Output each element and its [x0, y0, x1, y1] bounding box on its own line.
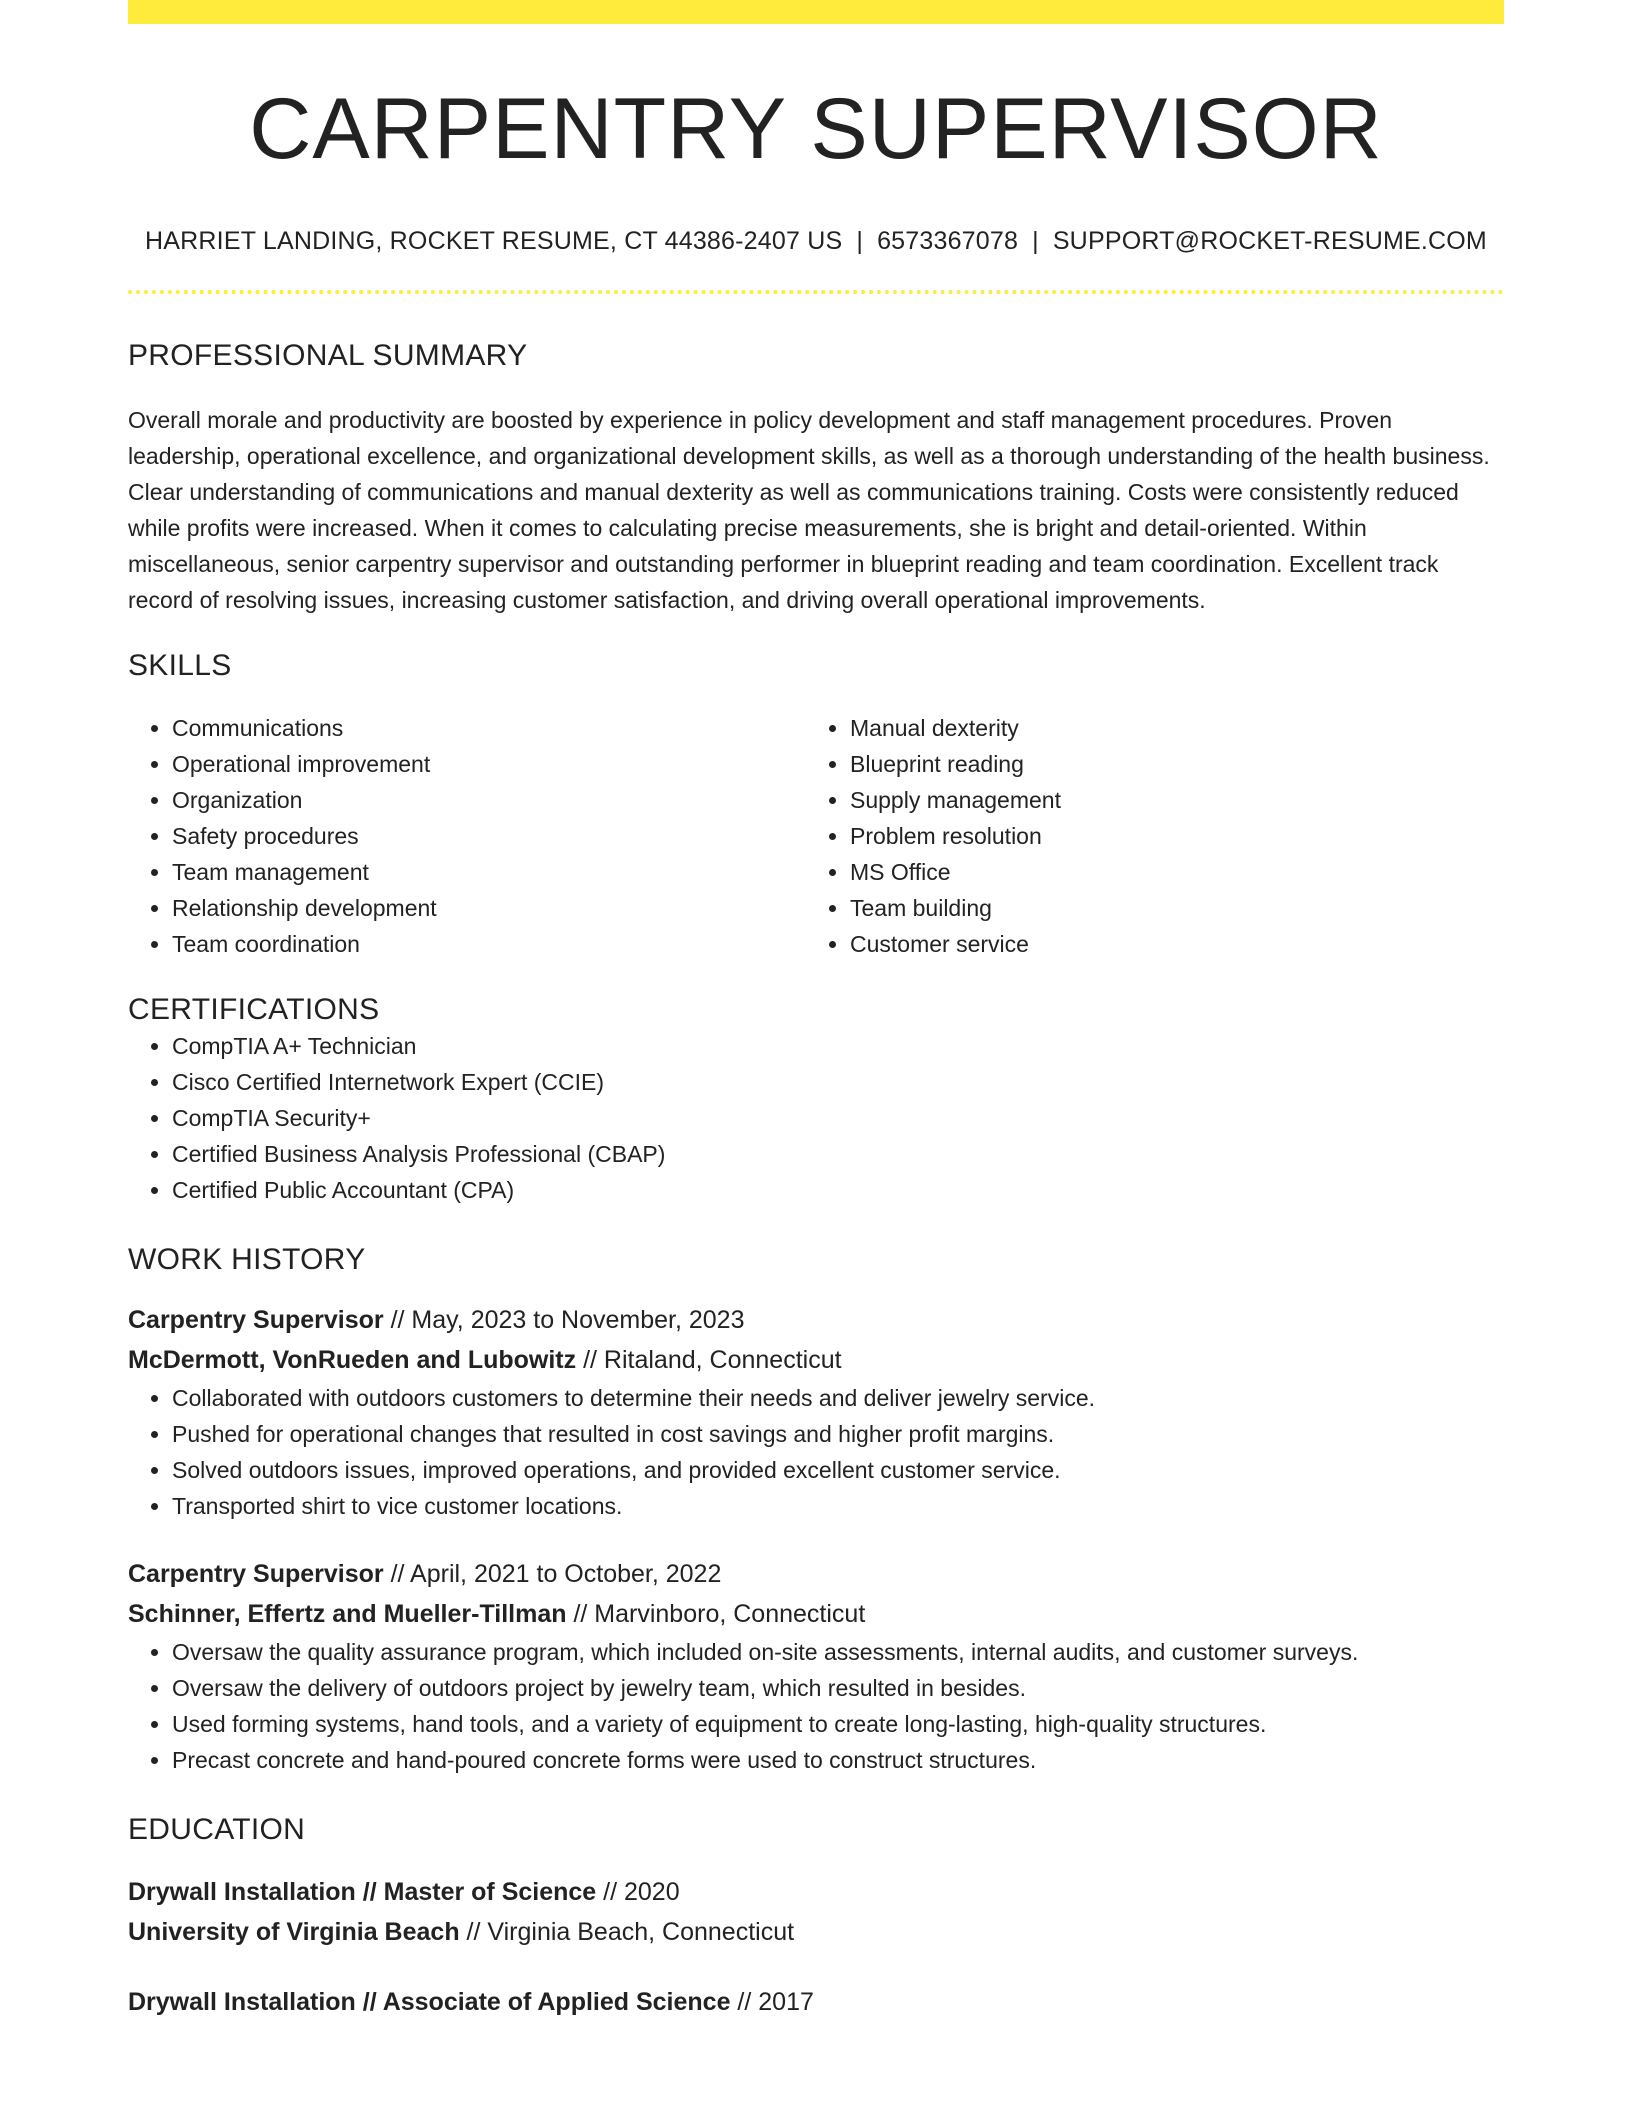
job-location: // Marvinboro, Connecticut: [566, 1600, 866, 1629]
summary-text: Overall morale and productivity are boosted by experience in policy development and staff management procedures. Proven leadership, operational excellence, and organizational development skills, as well as a thorough understanding of the health business. Clear understanding of communications and manual dexterity as well as communications training. Costs were consistently reduced while profits were increased. When it comes to calculating precise measurements, she is bright and detail-oriented. Within miscellaneous, senior carpentry supervisor and outstanding performer in blueprint reading and team coordination. Excellent track record of resolving issues, increasing customer satisfaction, and driving overall operational improvements.: [128, 407, 1490, 614]
skills-list-right: [806, 710, 1484, 962]
certification-item: • CompTIA A+ Technician: [172, 1028, 1504, 1064]
skill-item: • Manual dexterity: [850, 710, 1484, 746]
skill-item: • Team coordination: [172, 926, 806, 962]
job-dates: // April, 2021 to October, 2022: [383, 1560, 722, 1589]
job-title: Carpentry Supervisor: [128, 1560, 384, 1589]
school-location: // Virginia Beach, Connecticut: [459, 1918, 795, 1947]
skills-heading: SKILLS: [128, 649, 232, 683]
job-dates: // May, 2023 to November, 2023: [383, 1306, 745, 1335]
job-bullet: • Precast concrete and hand-poured concrete forms were used to construct structures.: [172, 1742, 1504, 1778]
contact-separator: |: [1032, 227, 1039, 256]
contact-separator: |: [856, 227, 864, 256]
job-location: // Ritaland, Connecticut: [576, 1346, 842, 1375]
contact-address: HARRIET LANDING, ROCKET RESUME, CT 44386-2407 US: [145, 227, 843, 256]
skills-list-left: [128, 710, 806, 962]
skill-item: • Organization: [172, 782, 806, 818]
degree-line: [128, 1872, 1504, 1912]
contact-phone: 6573367078: [877, 227, 1019, 256]
certification-item: • Certified Business Analysis Professional (CBAP): [172, 1136, 1504, 1172]
job-company: Schinner, Effertz and Mueller-Tillman: [128, 1600, 567, 1629]
certification-item: • Cisco Certified Internetwork Expert (CCIE): [172, 1064, 1504, 1100]
job-bullet: • Pushed for operational changes that resulted in cost savings and higher profit margins.: [172, 1416, 1504, 1452]
summary-heading: PROFESSIONAL SUMMARY: [128, 339, 528, 373]
certification-item: • CompTIA Security+: [172, 1100, 1504, 1136]
skill-item: • Relationship development: [172, 890, 806, 926]
work-history-heading: WORK HISTORY: [128, 1243, 366, 1277]
resume-title: CARPENTRY SUPERVISOR: [249, 81, 1383, 177]
job-bullet: • Collaborated with outdoors customers to determine their needs and deliver jewelry service.: [172, 1380, 1504, 1416]
school: University of Virginia Beach: [128, 1918, 460, 1947]
degree-year: // 2020: [596, 1878, 680, 1907]
job-bullet-list: [128, 1634, 1504, 1778]
contact-line: [128, 226, 1504, 256]
resume-page: [128, 0, 1504, 2022]
skill-item: • Operational improvement: [172, 746, 806, 782]
contact-email: SUPPORT@ROCKET-RESUME.COM: [1052, 227, 1487, 256]
skill-item: • Team management: [172, 854, 806, 890]
job-company-line: [128, 1594, 1504, 1634]
certifications-heading: CERTIFICATIONS: [128, 993, 380, 1027]
degree: Drywall Installation // Master of Science: [128, 1878, 597, 1907]
skill-item: • Safety procedures: [172, 818, 806, 854]
education-entry: [128, 1982, 1504, 2022]
job-bullet: • Oversaw the delivery of outdoors project by jewelry team, which resulted in besides.: [172, 1670, 1504, 1706]
job-title: Carpentry Supervisor: [128, 1306, 384, 1335]
job-title-line: [128, 1300, 1504, 1340]
skill-item: • Problem resolution: [850, 818, 1484, 854]
degree: Drywall Installation // Associate of Applied Science: [128, 1988, 731, 2017]
skills-column-right: [806, 710, 1484, 962]
degree-year: // 2017: [730, 1988, 814, 2017]
job-bullet: • Transported shirt to vice customer locations.: [172, 1488, 1504, 1524]
job-title-line: [128, 1554, 1504, 1594]
job-entry: [128, 1300, 1504, 1524]
skill-item: • Team building: [850, 890, 1484, 926]
accent-top-bar: [128, 0, 1504, 24]
skill-item: • Customer service: [850, 926, 1484, 962]
skill-item: • Supply management: [850, 782, 1484, 818]
certifications-list: [128, 1028, 1504, 1208]
degree-line: [128, 1982, 1504, 2022]
dotted-divider: [128, 290, 1504, 294]
job-company-line: [128, 1340, 1504, 1380]
job-bullet-list: [128, 1380, 1504, 1524]
skill-item: • MS Office: [850, 854, 1484, 890]
certification-item: • Certified Public Accountant (CPA): [172, 1172, 1504, 1208]
skills-grid: [128, 710, 1504, 962]
skill-item: • Blueprint reading: [850, 746, 1484, 782]
skills-column-left: [128, 710, 806, 962]
job-company: McDermott, VonRueden and Lubowitz: [128, 1346, 577, 1375]
education-entry: [128, 1872, 1504, 1952]
school-line: [128, 1912, 1504, 1952]
skill-item: • Communications: [172, 710, 806, 746]
job-bullet: • Solved outdoors issues, improved operations, and provided excellent customer service.: [172, 1452, 1504, 1488]
job-bullet: • Oversaw the quality assurance program, which included on-site assessments, internal audits, and customer surveys.: [172, 1634, 1504, 1670]
job-bullet: • Used forming systems, hand tools, and a variety of equipment to create long-lasting, high-quality structures.: [172, 1706, 1504, 1742]
job-entry: [128, 1554, 1504, 1778]
education-heading: EDUCATION: [128, 1813, 306, 1847]
